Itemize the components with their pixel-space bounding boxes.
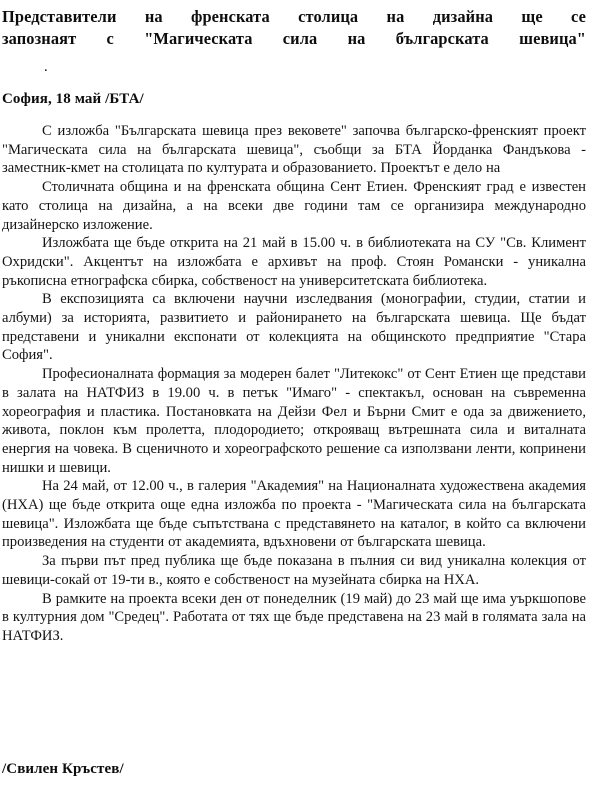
article-paragraph: В рамките на проекта всеки ден от понеделник (19 май) до 23 май ще има уъркшопове в културния дом "Средец". Работата от тях ще бъде представена на 23 май в голямата зала на НАТФИЗ.	[2, 590, 586, 644]
article-paragraph: На 24 май, от 12.00 ч., в галерия "Академия" на Националната художествена академия (НХА) ще бъде открита още една изложба по проекта - "Магическата сила на българската шевица". Изложбата ще бъде съпътствана с представянето на каталог, в който са включени произведения на студенти от академията, вдъхновени от българската шевица.	[2, 478, 586, 551]
headline-line-2: запознаят с "Магическата сила на българската шевица"	[2, 29, 586, 48]
article-paragraph: Столичната община и на френската община Сент Етиен. Френският град е известен като столица на дизайна, а на всеки две години там се организира международно дизайнерско изложение.	[2, 179, 586, 233]
article-paragraph: Изложбата ще бъде открита на 21 май в 15.00 ч. в библиотеката на СУ "Св. Климент Охридски". Акцентът на изложбата е архивът на проф. Стоян Романски - уникална ръкописна етнографска сбирка, собственост на университетската библиотека.	[2, 235, 586, 289]
article-paragraph: Професионалната формация за модерен балет "Литекокс" от Сент Етиен ще представи в залата на НАТФИЗ в 19.00 ч. в петък "Имаго" - спектакъл, основан на съвременна хореография и пластика. Постановката на Дейзи Фел и Бърни Смит е ода за движението, живота, поклон към пролетта, плодородието; открояващ вътрешната сила и виталната енергия на човека. В сценичното и хореографското решение са използвани ленти, копринени нишки и шевици.	[2, 366, 586, 476]
headline-line-1: Представители на френската столица на дизайна ще се	[2, 7, 586, 26]
article-byline: /Свилен Кръстев/	[2, 761, 124, 777]
article-paragraph: В експозицията са включени научни изследвания (монографии, студии, статии и албуми) за историята, развитието и районирането на българската шевица. Ще бъдат представени и уникални експонати от колекцията на общинското предприятие "Стара София".	[2, 291, 586, 364]
article-dateline: София, 18 май /БТА/	[2, 91, 144, 107]
article-body	[2, 122, 586, 646]
article-paragraph: За първи път пред публика ще бъде показана в пълния си вид уникална колекция от шевици-сокай от 19-ти в., която е собственост на музейната сбирка на НХА.	[2, 553, 586, 588]
article-headline	[2, 6, 586, 50]
article-paragraph: С изложба "Българската шевица през вековете" започва българско-френският проект "Магическата сила на българската шевица", съобщи за БТА Йорданка Фандъкова - заместник-кмет на столицата по културата и образованието. Проектът е дело на	[2, 123, 586, 177]
stray-punctuation-mark: .	[44, 59, 48, 75]
